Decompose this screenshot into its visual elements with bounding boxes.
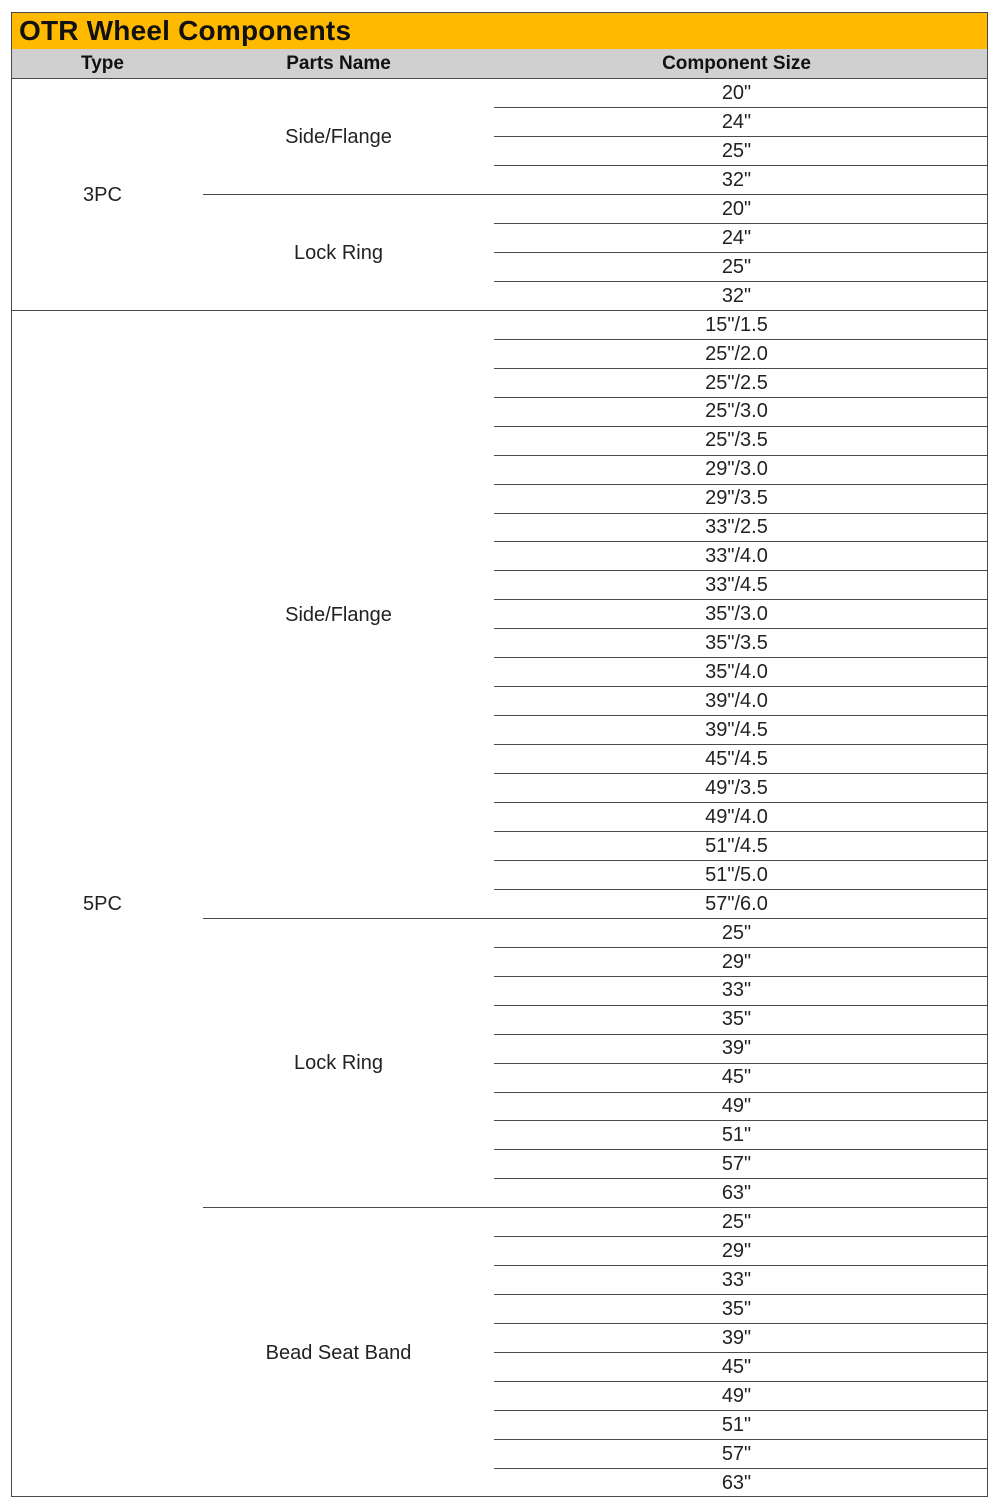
header-row xyxy=(12,49,987,79)
components-table xyxy=(11,12,988,1497)
size-cell: 45" xyxy=(721,1066,752,1089)
size-cell: 24" xyxy=(721,226,752,249)
size-cell: 51"/5.0 xyxy=(705,863,768,886)
size-cell: 45"/4.5 xyxy=(705,747,768,770)
size-cell: 29"/3.5 xyxy=(705,487,768,510)
type-cell: 5PC xyxy=(83,893,122,916)
size-cell: 51" xyxy=(721,1413,752,1436)
size-cell: 35" xyxy=(721,1297,752,1320)
size-cell: 24" xyxy=(721,110,752,133)
size-cell: 20" xyxy=(721,82,752,104)
size-cell: 32" xyxy=(721,168,752,191)
size-cell: 49"/3.5 xyxy=(705,776,768,799)
size-cell: 33" xyxy=(721,979,752,1002)
size-cell: 35"/3.5 xyxy=(705,632,768,655)
size-cell: 63" xyxy=(721,1471,752,1494)
size-cell: 51"/4.5 xyxy=(705,834,768,857)
size-cell: 15"/1.5 xyxy=(705,313,768,336)
size-cell: 32" xyxy=(721,284,752,307)
size-cell: 57" xyxy=(721,1153,752,1176)
part-name-cell: Side/Flange xyxy=(285,603,392,626)
size-cell: 49" xyxy=(721,1384,752,1407)
size-cell: 33"/4.5 xyxy=(705,574,768,597)
size-cell: 45" xyxy=(721,1355,752,1378)
page-title: OTR Wheel Components xyxy=(19,15,352,46)
size-cell: 63" xyxy=(721,1182,752,1205)
size-cell: 39"/4.0 xyxy=(705,689,768,712)
size-cell: 33"/2.5 xyxy=(705,516,768,539)
size-cell: 25"/2.0 xyxy=(705,342,768,365)
size-cell: 35"/3.0 xyxy=(705,603,768,626)
type-cell: 3PC xyxy=(83,183,122,206)
size-cell: 57"/6.0 xyxy=(705,892,768,915)
part-name-cell: Bead Seat Band xyxy=(265,1341,412,1364)
part-name-cell: Lock Ring xyxy=(294,1052,383,1075)
size-cell: 25" xyxy=(721,139,752,162)
size-cell: 39" xyxy=(721,1037,752,1060)
size-cell: 20" xyxy=(721,197,752,220)
size-cell: 33" xyxy=(721,1268,752,1291)
size-cell: 29" xyxy=(721,1240,752,1262)
size-cell: 25" xyxy=(721,921,752,944)
size-cell: 49" xyxy=(721,1095,752,1118)
size-cell: 29"/3.0 xyxy=(705,458,768,481)
size-cell: 25"/3.5 xyxy=(705,429,768,452)
title-bar xyxy=(12,13,987,49)
size-cell: 29" xyxy=(721,950,752,973)
part-name-cell: Side/Flange xyxy=(285,125,392,148)
size-cell: 25" xyxy=(721,1211,752,1234)
size-cell: 35"/4.0 xyxy=(705,661,768,683)
size-cell: 51" xyxy=(721,1124,752,1147)
part-name-cell: Lock Ring xyxy=(294,241,383,264)
size-cell: 25" xyxy=(721,255,752,278)
size-cell: 33"/4.0 xyxy=(705,545,768,568)
size-cell: 49"/4.0 xyxy=(705,805,768,828)
table-body xyxy=(12,79,987,1496)
header-parts-name: Parts Name xyxy=(286,53,391,74)
header-component-size: Component Size xyxy=(662,53,811,74)
size-cell: 39"/4.5 xyxy=(705,718,768,741)
size-cell: 35" xyxy=(721,1008,752,1031)
size-cell: 25"/3.0 xyxy=(705,400,768,423)
size-cell: 39" xyxy=(721,1326,752,1349)
size-cell: 25"/2.5 xyxy=(705,371,768,394)
size-cell: 57" xyxy=(721,1442,752,1465)
header-type: Type xyxy=(81,53,124,74)
